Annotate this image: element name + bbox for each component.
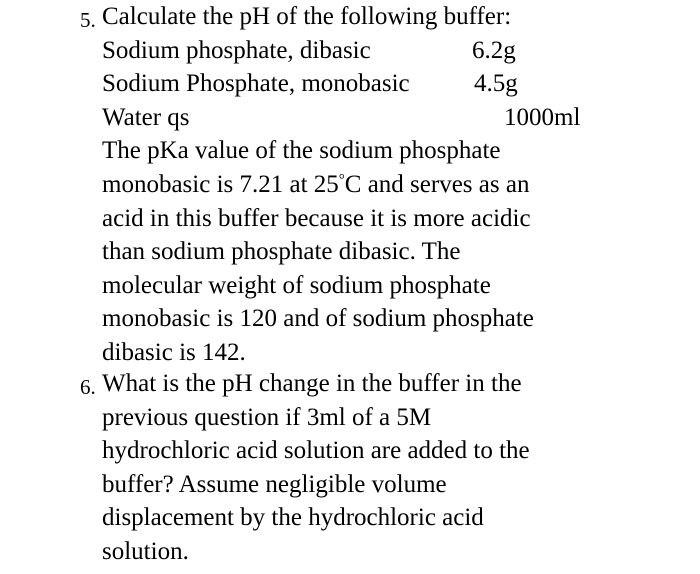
ingredient-row <box>102 67 612 101</box>
ingredient-amount: 1000ml <box>504 103 581 131</box>
text-line: solution. <box>102 537 189 565</box>
ingredient-row <box>102 101 612 135</box>
text-line: monobasic is 120 and of sodium phosphate <box>102 305 534 333</box>
ingredient-amount: 6.2g <box>472 36 516 64</box>
question-title: Calculate the pH of the following buffer: <box>102 3 512 30</box>
question-number: 5. <box>80 8 96 32</box>
text-line: previous question if 3ml of a 5M <box>102 403 432 431</box>
text-line: The pKa value of the sodium phosphate <box>102 137 501 165</box>
text-line: buffer? Assume negligible volume <box>102 470 447 498</box>
ingredient-row <box>102 34 612 68</box>
question-body <box>102 0 612 370</box>
text-line <box>102 168 612 202</box>
text-line: hydrochloric acid solution are added to the <box>102 437 530 465</box>
text-line: displacement by the hydrochloric acid <box>102 504 484 532</box>
ingredient-amount: 4.5g <box>474 70 518 98</box>
text-fragment: monobasic is 7.21 at 25 <box>102 170 339 198</box>
ingredient-name: Sodium Phosphate, monobasic <box>102 70 410 98</box>
text-line: acid in this buffer because it is more acidic <box>102 204 531 232</box>
ingredient-name: Sodium phosphate, dibasic <box>102 36 371 64</box>
text-line: molecular weight of sodium phosphate <box>102 271 491 299</box>
text-line: dibasic is 142. <box>102 338 246 366</box>
text-line: What is the pH change in the buffer in the <box>102 370 522 397</box>
ingredient-name: Water qs <box>102 103 190 131</box>
text-line: than sodium phosphate dibasic. The <box>102 238 461 266</box>
degree-symbol: ° <box>338 171 345 188</box>
text-fragment: C and serves as an <box>344 170 530 198</box>
question-body <box>102 367 612 569</box>
question-number: 6. <box>80 375 96 399</box>
